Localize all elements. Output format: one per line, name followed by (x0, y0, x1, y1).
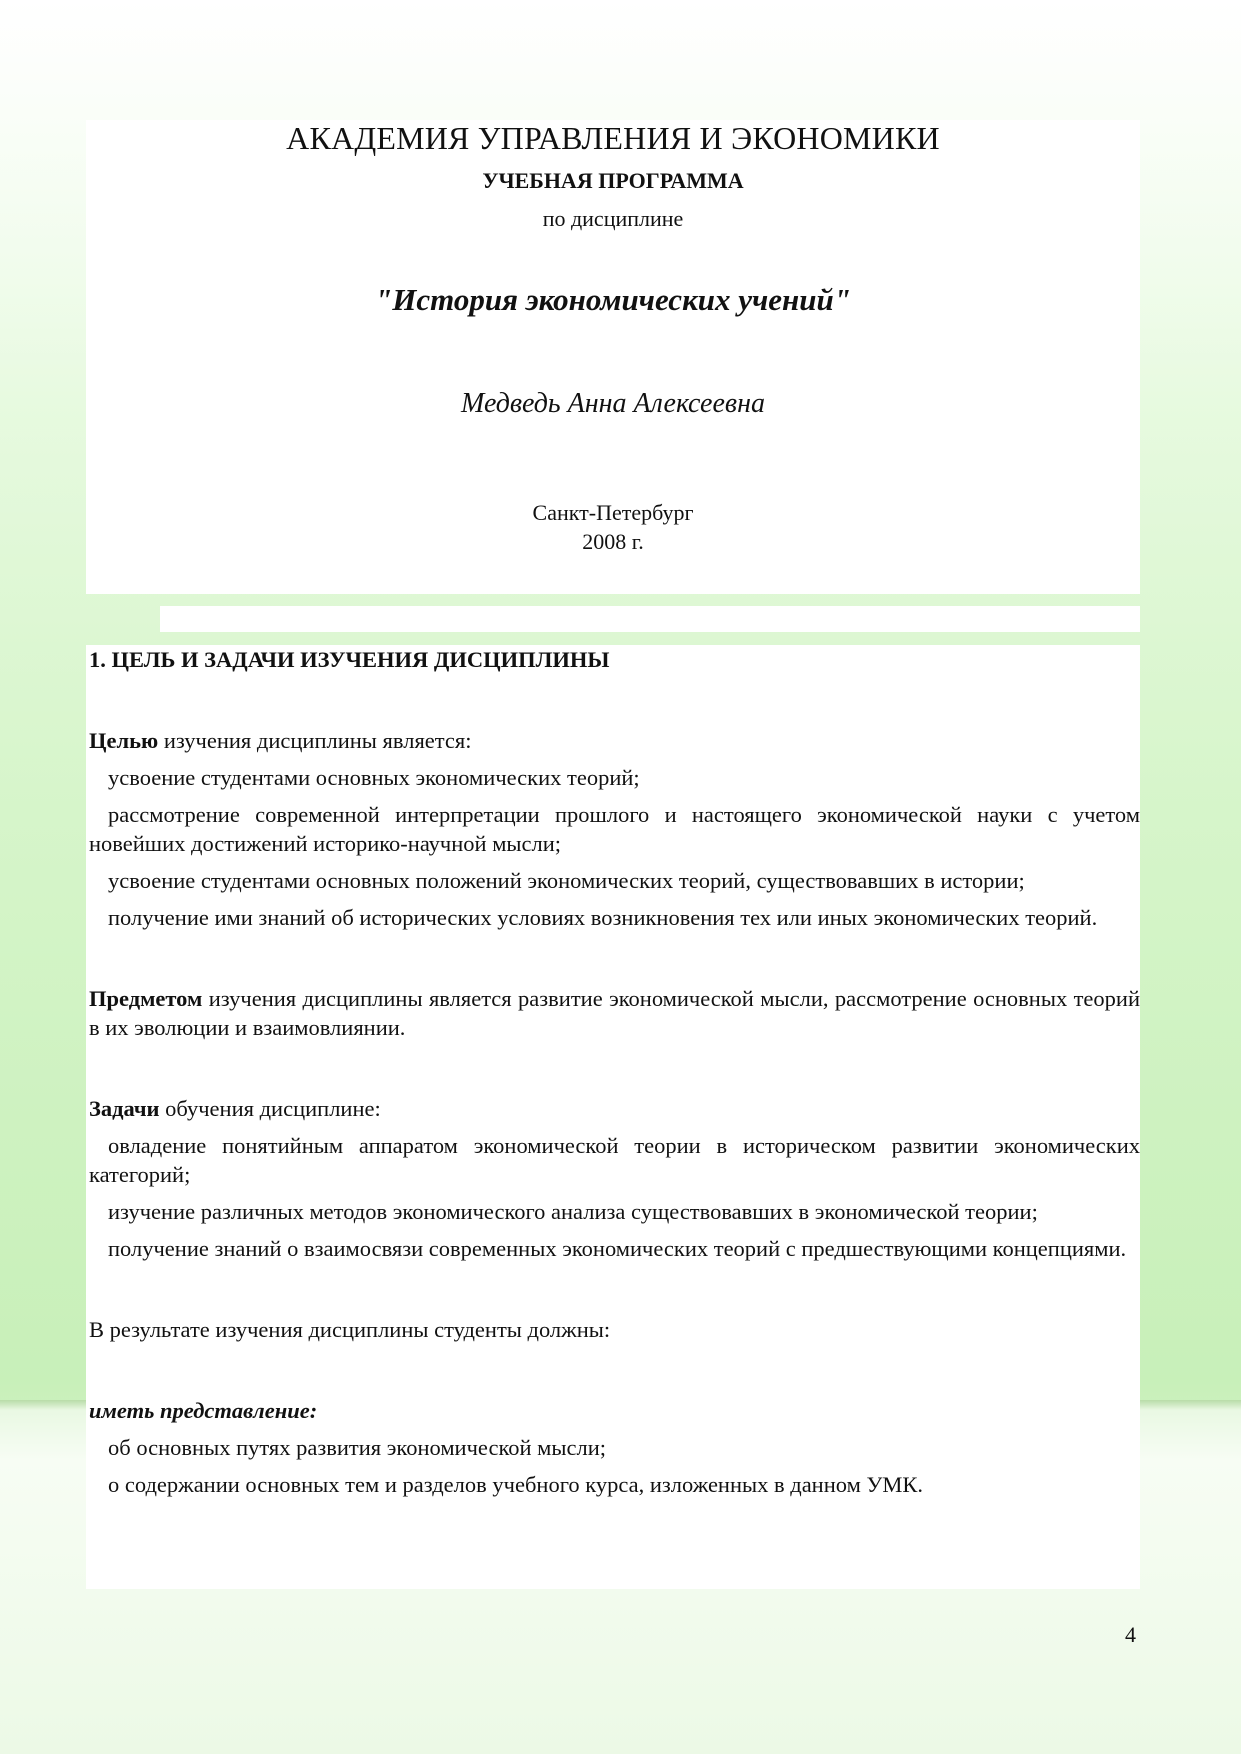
title-page-panel (86, 120, 1140, 594)
goal-item-2: рассмотрение современной интерпретации прошлого и настоящего экономической науки с учетом новейших достижений историко-научной мысли; (89, 802, 1140, 856)
subject-lead: Предметом (89, 986, 203, 1011)
goal-lead: Целью (89, 728, 159, 753)
academy-name: АКАДЕМИЯ УПРАВЛЕНИЯ И ЭКОНОМИКИ (286, 120, 940, 156)
represent-item-2: о содержании основных тем и разделов учебного курса, изложенных в данном УМК. (108, 1472, 924, 1497)
section-goals-tasks (86, 645, 1140, 1589)
subject-rest: изучения дисциплины является развитие экономической мысли, рассмотрение основных теорий в их эволюции и взаимовлиянии. (89, 986, 1140, 1040)
page-number: 4 (1125, 1622, 1136, 1647)
tasks-intro (89, 1094, 1140, 1123)
goal-intro (89, 726, 1140, 755)
course-title: "История экономических учений" (375, 282, 851, 317)
result-intro: В результате изучения дисциплины студенты должны: (89, 1317, 611, 1342)
city: Санкт-Петербург (532, 500, 694, 525)
tasks-lead: Задачи (89, 1096, 160, 1121)
goal-item-1: усвоение студентами основных экономических теорий; (108, 765, 640, 790)
task-item-1: овладение понятийным аппаратом экономической теории в историческом развитии экономических категорий; (89, 1133, 1140, 1187)
goal-item-3: усвоение студентами основных положений экономических теорий, существовавших в истории; (108, 868, 1025, 893)
represent-heading: иметь представление: (89, 1398, 318, 1423)
program-heading: УЧЕБНАЯ ПРОГРАММА (482, 168, 744, 193)
goal-item-4: получение ими знаний об исторических условиях возникновения тех или иных экономических теорий. (108, 905, 1098, 930)
task-item-2: изучение различных методов экономического анализа существовавших в экономической теории; (108, 1199, 1038, 1224)
goal-rest: изучения дисциплины является: (158, 728, 472, 753)
task-item-3: получение знаний о взаимосвязи современных экономических теорий с предшествующими концепциями. (108, 1236, 1127, 1261)
discipline-prefix: по дисциплине (542, 206, 684, 231)
city-and-year (86, 498, 1140, 556)
separator-strip (160, 606, 1140, 632)
subject-paragraph (89, 984, 1140, 1042)
tasks-rest: обучения дисциплине: (159, 1096, 381, 1121)
section-heading: 1. ЦЕЛЬ И ЗАДАЧИ ИЗУЧЕНИЯ ДИСЦИПЛИНЫ (89, 647, 610, 672)
represent-item-1: об основных путях развития экономической мысли; (108, 1435, 607, 1460)
author-name: Медведь Анна Алексеевна (461, 388, 765, 419)
year: 2008 г. (582, 529, 644, 554)
